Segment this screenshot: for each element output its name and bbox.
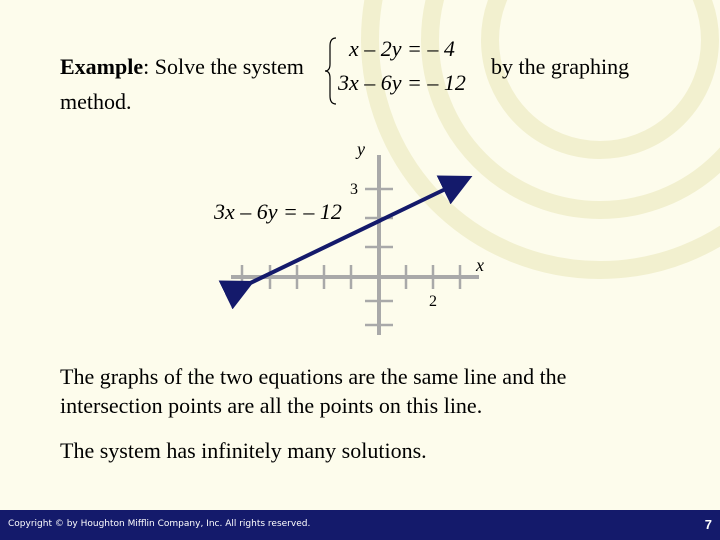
conclusion-line-1: The graphs of the two equations are the same line and the	[60, 364, 567, 389]
intro-trailing: by the graphing	[491, 54, 630, 79]
x-tick-label: 2	[429, 293, 437, 310]
intro-text: : Solve the system	[143, 54, 304, 79]
intro-line-2: method.	[60, 89, 132, 114]
y-axis-label: y	[357, 139, 365, 159]
y-tick-label: 3	[350, 181, 358, 198]
conclusion-line-3: The system has infinitely many solutions.	[60, 438, 427, 463]
line-label: 3x – 6y = – 12	[214, 199, 342, 224]
conclusion-line-2: intersection points are all the points on this line.	[60, 393, 483, 418]
equation-1: x – 2y = – 4	[349, 36, 455, 61]
example-label: Example	[60, 54, 144, 79]
equation-2: 3x – 6y = – 12	[338, 70, 466, 95]
page-number: 7	[704, 517, 712, 532]
x-axis-label: x	[476, 255, 484, 275]
footer-bar	[0, 510, 720, 540]
copyright-notice: Copyright © by Houghton Mifflin Company, Inc. All rights reserved.	[8, 519, 311, 529]
